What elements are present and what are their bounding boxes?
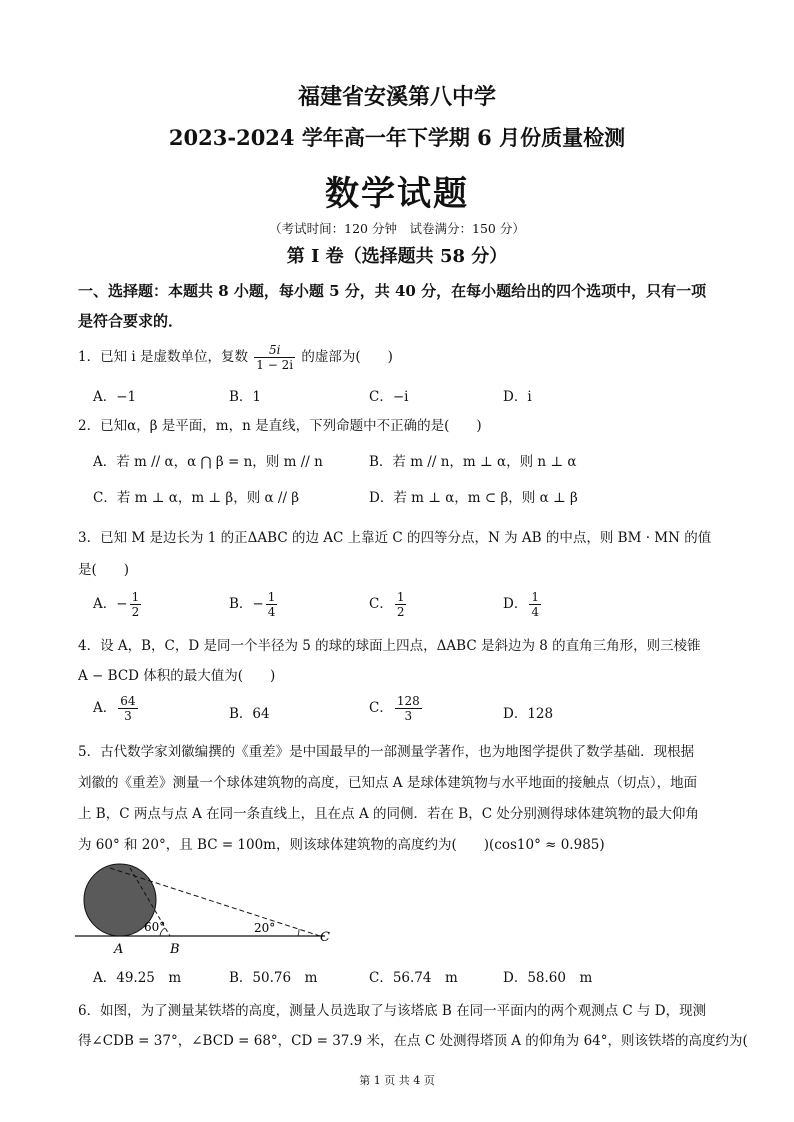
q2-option-a[interactable]: A．若 m // α，α ⋂ β = n，则 m // n <box>93 454 323 470</box>
q3-b-label: B． <box>229 596 253 612</box>
angle-arc-20 <box>298 929 299 936</box>
q3-a-fraction <box>130 590 142 619</box>
q4-option-b[interactable]: B．64 <box>229 706 270 722</box>
q3-d-num: 1 <box>531 590 539 604</box>
point-b-label: B <box>170 942 180 957</box>
q1-text-before: 1．已知 i 是虚数单位，复数 <box>78 349 248 365</box>
q1-frac-num: 5i <box>254 343 295 358</box>
q5-option-c[interactable]: C．56.74 m <box>369 970 458 986</box>
q4-c-label: C． <box>369 700 393 716</box>
exam-info: （考试时间：120 分钟 试卷满分：150 分） <box>269 221 525 236</box>
q3-c-num: 1 <box>396 590 405 604</box>
school-name: 福建省安溪第八中学 <box>297 84 496 110</box>
q3-b-sign: − <box>252 596 264 612</box>
question-4-line2: A − BCD 体积的最大值为( ) <box>78 668 276 684</box>
q2-option-b[interactable]: B．若 m // n，m ⊥ α，则 n ⊥ α <box>369 454 577 470</box>
question-1-stem <box>78 343 393 372</box>
question-5-line1: 5．古代数学家刘徽编撰的《重差》是中国最早的一部测量学著作，也为地图学提供了数学基础．现根据 <box>78 744 695 760</box>
q3-b-num: 1 <box>267 590 276 604</box>
q4-option-a[interactable] <box>93 694 140 723</box>
q3-option-d[interactable] <box>503 590 543 619</box>
q2-option-d[interactable]: D．若 m ⊥ α，m ⊂ β，则 α ⊥ β <box>369 490 578 506</box>
q5-option-a[interactable]: A．49.25 m <box>93 970 182 986</box>
q4-option-c[interactable] <box>369 694 424 723</box>
question-6-line1: 6．如图，为了测量某铁塔的高度，测量人员选取了与该塔底 B 在同一平面内的两个观测点 C 与 D，现测 <box>78 1003 707 1019</box>
question-3-line2: 是( ) <box>78 562 130 578</box>
q4-c-num: 128 <box>396 694 420 708</box>
q3-option-a[interactable] <box>93 590 143 619</box>
q2-option-c[interactable]: C．若 m ⊥ α，m ⊥ β，则 α // β <box>93 490 300 506</box>
q4-c-fraction <box>395 694 422 723</box>
q1-text-after: 的虚部为( ) <box>301 349 393 365</box>
q4-c-den: 3 <box>404 709 413 723</box>
q4-a-den: 3 <box>124 709 132 723</box>
question-5-line2: 刘徽的《重差》测量一个球体建筑物的高度，已知点 A 是球体建筑物与水平地面的接触点（切点），地面 <box>78 775 698 791</box>
q3-d-den: 4 <box>531 605 539 619</box>
q1-frac-den: 1 − 2i <box>256 358 294 372</box>
question-4-line1: 4．设 A，B，C，D 是同一个半径为 5 的球的球面上四点，ΔABC 是斜边为 8 的直角三角形，则三棱锥 <box>78 638 701 654</box>
q3-d-fraction <box>529 590 541 619</box>
point-c-label: C <box>320 930 330 945</box>
q1-option-b[interactable]: B．1 <box>229 389 262 405</box>
part-title: 第 I 卷（选择题共 58 分） <box>286 246 508 267</box>
q5-option-d[interactable]: D．58.60 m <box>503 970 593 986</box>
q4-a-label: A． <box>93 700 117 716</box>
q3-a-sign: − <box>116 596 128 612</box>
q4-option-d[interactable]: D．128 <box>503 706 554 722</box>
q1-fraction <box>254 343 295 372</box>
q3-c-den: 2 <box>396 605 405 619</box>
point-a-label: A <box>114 942 124 957</box>
section-heading-line1: 一、选择题：本题共 8 小题，每小题 5 分，共 40 分，在每小题给出的四个选项中，只有一项 <box>78 282 707 300</box>
q3-a-label: A． <box>93 596 117 612</box>
section-heading-line2: 是符合要求的． <box>78 312 184 330</box>
q4-a-fraction <box>118 694 137 723</box>
q3-c-fraction <box>395 590 407 619</box>
q3-a-den: 2 <box>131 605 140 619</box>
q3-option-b[interactable] <box>229 590 279 619</box>
question-6-line2: 得∠CDB = 37°，∠BCD = 68°，CD = 37.9 米，在点 C 处测得塔顶 A 的仰角为 64°，则该铁塔的高度约为( <box>78 1033 748 1049</box>
question-2-stem: 2．已知α，β 是平面，m，n 是直线，下列命题中不正确的是( ) <box>78 418 482 434</box>
q1-option-a[interactable]: A．−1 <box>93 389 137 405</box>
q1-option-c[interactable]: C．−i <box>369 389 409 405</box>
angle-20-label: 20° <box>254 921 276 935</box>
q3-c-label: C． <box>369 596 393 612</box>
q3-option-c[interactable] <box>369 590 408 619</box>
q5-figure <box>70 860 340 960</box>
question-3-line1: 3．已知 M 是边长为 1 的正ΔABC 的边 AC 上靠近 C 的四等分点，N 为 AB 的中点，则 BM · MN 的值 <box>78 530 712 546</box>
page-footer: 第 1 页 共 4 页 <box>359 1074 435 1087</box>
exam-term: 2023-2024 学年高一年下学期 6 月份质量检测 <box>168 125 626 150</box>
q3-d-label: D． <box>503 596 528 612</box>
q5-option-b[interactable]: B．50.76 m <box>229 970 318 986</box>
q4-a-num: 64 <box>120 694 136 708</box>
question-5-line3: 上 B，C 两点与点 A 在同一条直线上，且在点 A 的同侧．若在 B，C 处分别测得球体建筑物的最大仰角 <box>78 806 699 822</box>
question-5-line4: 为 60° 和 20°，且 BC = 100m，则该球体建筑物的高度约为( )(cos10° ≈ 0.985) <box>78 837 605 853</box>
angle-60-label: 60° <box>144 920 166 934</box>
subject-title: 数学试题 <box>325 174 469 214</box>
q1-option-d[interactable]: D．i <box>503 389 532 405</box>
q3-a-num: 1 <box>131 590 140 604</box>
q3-b-den: 4 <box>267 605 276 619</box>
q3-b-fraction <box>266 590 278 619</box>
